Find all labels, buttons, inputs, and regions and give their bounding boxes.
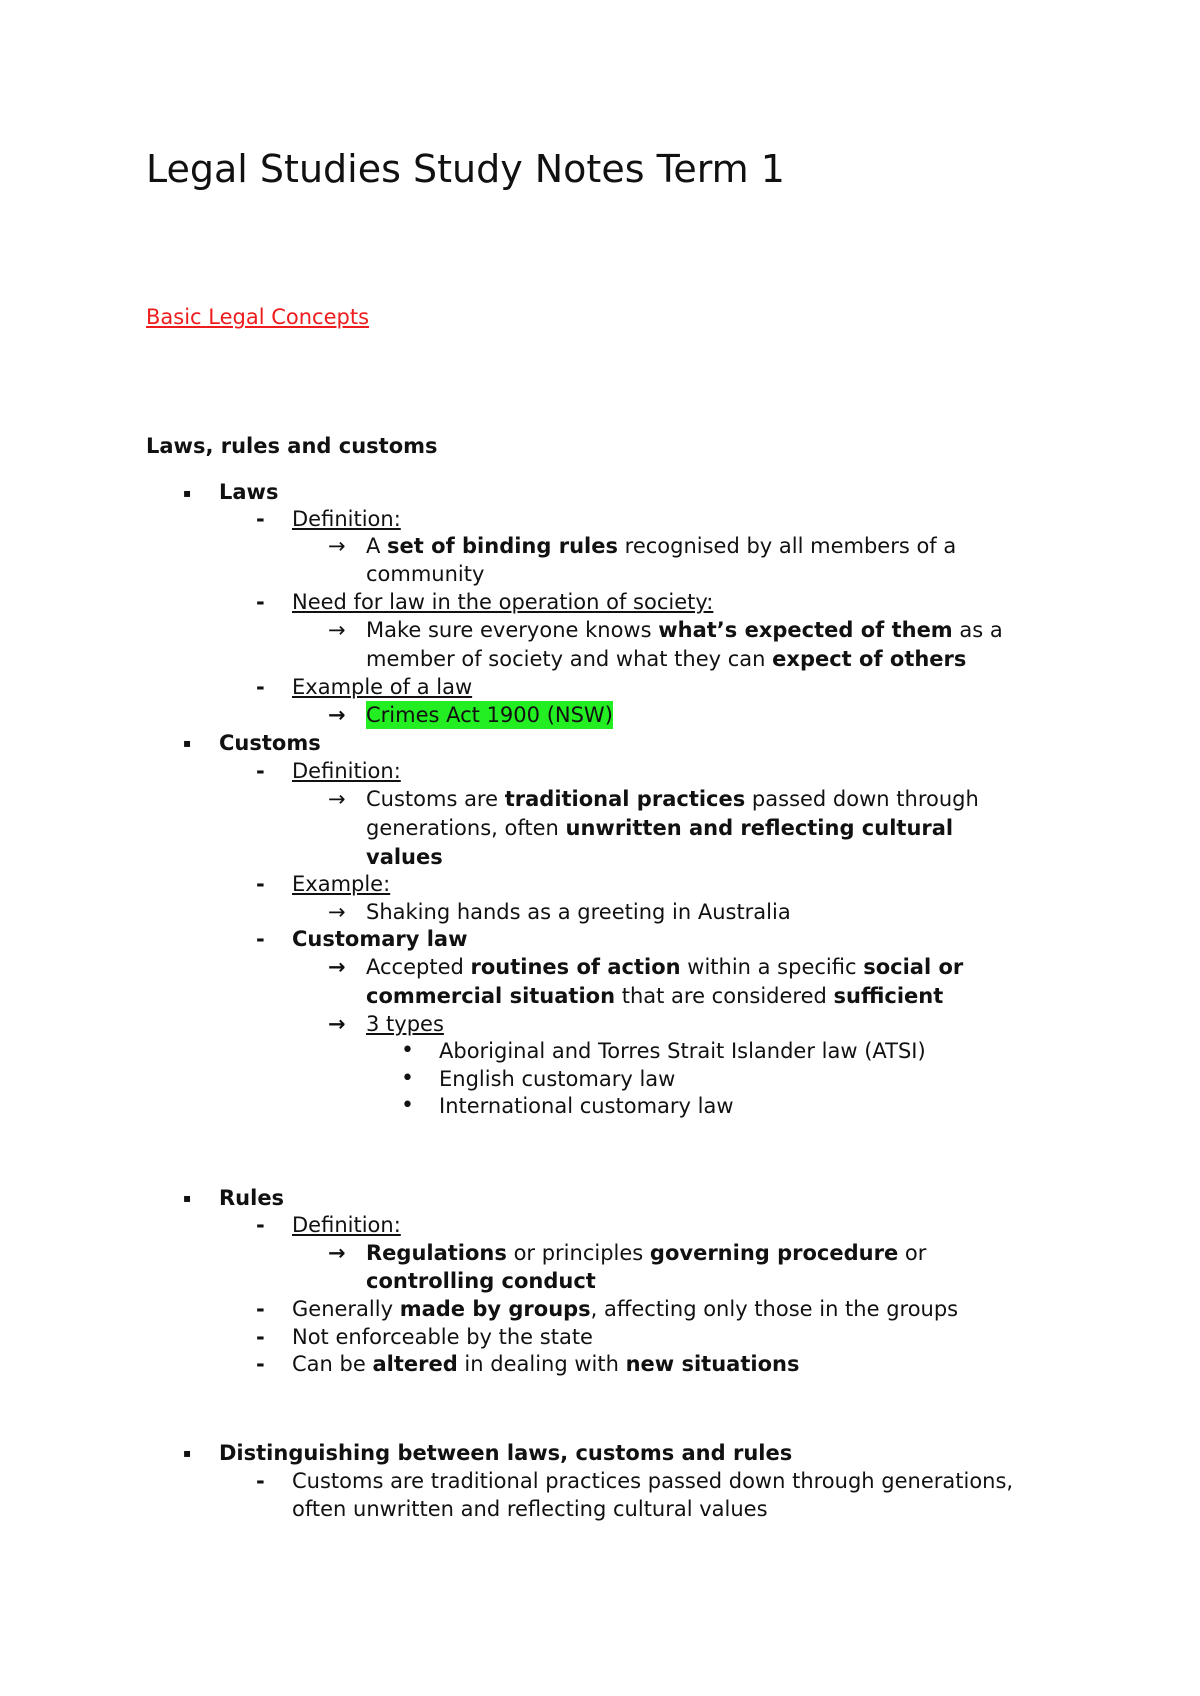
dash-bullet-icon: -: [256, 507, 265, 531]
customs-definition-label: Definition:: [292, 759, 401, 783]
customs-definition-line2: generations, often unwritten and reflecting cultural: [366, 816, 954, 840]
arrow-icon: →: [328, 703, 346, 727]
distinguishing-label: Distinguishing between laws, customs and rules: [219, 1441, 793, 1465]
square-bullet-icon: ▪: [183, 1446, 192, 1460]
rules-state: Not enforceable by the state: [292, 1325, 593, 1349]
laws-definition-line2: community: [366, 562, 485, 586]
customary-type-item: International customary law: [439, 1094, 734, 1118]
dot-bullet-icon: •: [401, 1066, 414, 1091]
rules-groups: Generally made by groups, affecting only those in the groups: [292, 1297, 959, 1321]
arrow-icon: →: [328, 1012, 346, 1036]
dot-bullet-icon: •: [401, 1093, 414, 1118]
arrow-icon: →: [328, 1241, 346, 1265]
customs-definition-line3: values: [366, 845, 443, 869]
dash-bullet-icon: -: [256, 1213, 265, 1237]
arrow-icon: →: [328, 787, 346, 811]
dash-bullet-icon: -: [256, 1469, 265, 1493]
laws-need-line2: member of society and what they can expect of others: [366, 647, 967, 671]
rules-definition-line2: controlling conduct: [366, 1269, 596, 1293]
dash-bullet-icon: -: [256, 927, 265, 951]
dot-bullet-icon: •: [401, 1038, 414, 1063]
customs-label: Customs: [219, 731, 321, 755]
customary-law-line2: commercial situation that are considered sufficient: [366, 984, 944, 1008]
dash-bullet-icon: -: [256, 675, 265, 699]
laws-definition-label: Definition:: [292, 507, 401, 531]
customary-law-line1: Accepted routines of action within a specific social or: [366, 955, 964, 979]
rules-label: Rules: [219, 1186, 285, 1210]
customary-types-label: 3 types: [366, 1012, 444, 1036]
customs-definition-line1: Customs are traditional practices passed down through: [366, 787, 979, 811]
dash-bullet-icon: -: [256, 1297, 265, 1321]
square-bullet-icon: ▪: [183, 736, 192, 750]
dash-bullet-icon: -: [256, 1352, 265, 1376]
laws-example-label: Example of a law: [292, 675, 473, 699]
arrow-icon: →: [328, 534, 346, 558]
dash-bullet-icon: -: [256, 872, 265, 896]
dash-bullet-icon: -: [256, 590, 265, 614]
arrow-icon: →: [328, 618, 346, 642]
rules-altered: Can be altered in dealing with new situations: [292, 1352, 800, 1376]
arrow-icon: →: [328, 900, 346, 924]
laws-need-line1: Make sure everyone knows what’s expected of them as a: [366, 618, 1003, 642]
customs-example: Shaking hands as a greeting in Australia: [366, 900, 791, 924]
topic-heading: Laws, rules and customs: [146, 434, 438, 458]
dash-bullet-icon: -: [256, 759, 265, 783]
square-bullet-icon: ▪: [183, 486, 192, 500]
customary-type-item: Aboriginal and Torres Strait Islander law (ATSI): [439, 1039, 926, 1063]
laws-need-label: Need for law in the operation of society:: [292, 590, 714, 614]
highlighted-law-example: Crimes Act 1900 (NSW): [366, 703, 613, 727]
distinguishing-line1: Customs are traditional practices passed down through generations,: [292, 1469, 1014, 1493]
customary-law-label: Customary law: [292, 927, 468, 951]
arrow-icon: →: [328, 955, 346, 979]
section-heading-link[interactable]: Basic Legal Concepts: [146, 305, 370, 329]
rules-definition-label: Definition:: [292, 1213, 401, 1237]
distinguishing-line2: often unwritten and reflecting cultural values: [292, 1497, 768, 1521]
dash-bullet-icon: -: [256, 1325, 265, 1349]
rules-definition-line1: Regulations or principles governing procedure or: [366, 1241, 927, 1265]
customs-example-label: Example:: [292, 872, 391, 896]
document-title: Legal Studies Study Notes Term 1: [146, 147, 785, 191]
square-bullet-icon: ▪: [183, 1191, 192, 1205]
laws-label: Laws: [219, 480, 279, 504]
customary-type-item: English customary law: [439, 1067, 676, 1091]
laws-definition-line1: A set of binding rules recognised by all members of a: [366, 534, 957, 558]
